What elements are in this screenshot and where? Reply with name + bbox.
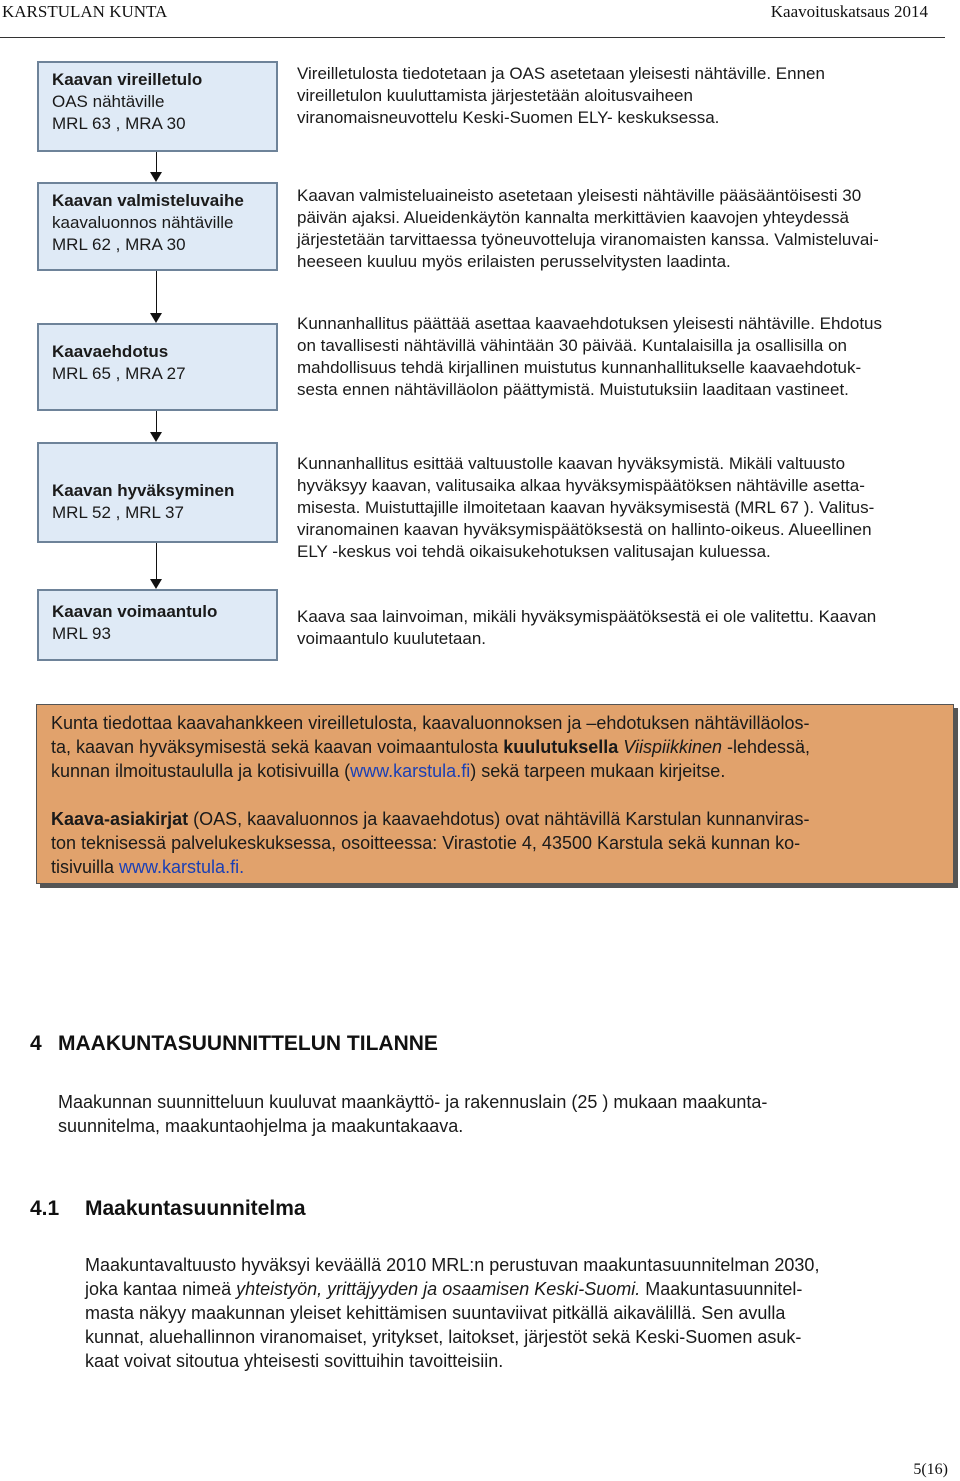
header-document-title: Kaavoituskatsaus 2014 xyxy=(770,2,928,21)
para-text: joka kantaa nimeä xyxy=(85,1279,237,1299)
desc-line: heeseen kuuluu myös erilaisten perusselvitysten laadinta. xyxy=(297,252,731,271)
arrow-down-icon xyxy=(150,579,162,589)
info-line: Kunta tiedottaa kaavahankkeen vireilletulosta, kaavaluonnoksen ja –ehdotuksen nähtävilläolos- xyxy=(51,713,810,733)
step-law-reference: MRL 63 , MRA 30 xyxy=(52,114,186,133)
step-description-kaavaehdotus xyxy=(297,313,960,401)
info-text: -lehdessä, xyxy=(722,737,811,757)
para-line: masta näkyy maakunnan yleiset kehittämisen suuntaviivat pitkällä aikavälillä. Sen avulla xyxy=(85,1303,786,1323)
step-law-reference: MRL 65 , MRA 27 xyxy=(52,364,186,383)
desc-line: Vireilletulosta tiedotetaan ja OAS asetetaan yleisesti nähtäville. Ennen xyxy=(297,64,825,83)
step-description-valmisteluvaihe xyxy=(297,185,960,273)
para-line: Maakuntavaltuusto hyväksyi keväällä 2010 MRL:n perustuvan maakuntasuunnitelman 2030, xyxy=(85,1255,820,1275)
step-title: Kaavan voimaantulo xyxy=(52,602,218,621)
section-title: MAAKUNTASUUNNITTELUN TILANNE xyxy=(58,1032,438,1055)
step-description-voimaantulo xyxy=(297,606,960,650)
desc-line: järjestetään tarvittaessa työneuvotteluja viranomaisten kanssa. Valmisteluvai- xyxy=(297,230,879,249)
step-title: Kaavan hyväksyminen xyxy=(52,481,235,500)
step-description-vireilletulo xyxy=(297,63,960,129)
desc-line: misesta. Muistuttajille ilmoitetaan kaavan hyväksymisestä (MRL 67 ). Valitus- xyxy=(297,498,875,517)
connector-line xyxy=(156,271,157,313)
arrow-down-icon xyxy=(150,172,162,182)
info-line: ton teknisessä palvelukeskuksessa, osoitteessa: Virastotie 4, 43500 Karstula sekä kunnan ko- xyxy=(51,833,801,853)
step-description-hyvaksyminen xyxy=(297,453,960,563)
header-rule xyxy=(0,37,945,38)
step-subtitle: OAS nähtäville xyxy=(52,92,165,111)
desc-line: Kaava saa lainvoiman, mikäli hyväksymispäätöksestä ei ole valitettu. Kaavan xyxy=(297,607,877,626)
step-title: Kaavan vireilletulo xyxy=(52,70,203,89)
info-box xyxy=(36,704,954,884)
step-box-hyvaksyminen xyxy=(37,442,278,543)
step-box-valmisteluvaihe xyxy=(37,182,278,271)
desc-line: voimaantulo kuulutetaan. xyxy=(297,629,487,648)
page-header xyxy=(0,0,960,40)
connector-line xyxy=(156,411,157,432)
desc-line: Kunnanhallitus esittää valtuustolle kaavan hyväksymistä. Mikäli valtuusto xyxy=(297,454,846,473)
connector-line xyxy=(156,543,157,579)
info-line xyxy=(51,759,953,783)
step-box-vireilletulo xyxy=(37,61,278,152)
desc-line: sesta ennen nähtävilläolon päättymistä. Muistutuksiin laaditaan vastineet. xyxy=(297,380,849,399)
step-subtitle: kaavaluonnos nähtäville xyxy=(52,213,234,232)
desc-line: vireilletulon kuuluttamista järjestetään aloitusvaiheen xyxy=(297,86,693,105)
info-text: ) sekä tarpeen mukaan kirjeitse. xyxy=(470,761,726,781)
section-4-1-paragraph xyxy=(85,1253,819,1373)
page-number: 5(16) xyxy=(913,1461,948,1478)
section-number: 4.1 xyxy=(30,1197,60,1220)
info-text: ta, kaavan hyväksymisestä sekä kaavan voimaantulosta xyxy=(51,737,504,757)
desc-line: Kaavan valmisteluaineisto asetetaan yleisesti nähtäville pääsääntöisesti 30 xyxy=(297,186,862,205)
desc-line: Kunnanhallitus päättää asettaa kaavaehdotuksen yleisesti nähtäville. Ehdotus xyxy=(297,314,883,333)
section-heading-4-1 xyxy=(30,1197,306,1221)
info-text: tisivuilla xyxy=(51,857,120,877)
arrow-down-icon xyxy=(150,432,162,442)
arrow-down-icon xyxy=(150,313,162,323)
connector-line xyxy=(156,152,157,172)
step-law-reference: MRL 93 xyxy=(52,624,111,643)
section-number: 4 xyxy=(30,1032,42,1055)
desc-line: mahdollisuus tehdä kirjallinen muistutus kunnanhallitukselle kaavaehdotuk- xyxy=(297,358,862,377)
karstula-website-link[interactable]: www.karstula.fi. xyxy=(119,857,245,877)
section-heading-4 xyxy=(30,1032,438,1056)
info-line xyxy=(51,807,953,831)
info-italic-viispiikkinen: Viispiikkinen xyxy=(623,737,722,757)
header-municipality: KARSTULAN KUNTA xyxy=(2,2,168,21)
desc-line: viranomaisneuvottelu Keski-Suomen ELY- keskuksessa. xyxy=(297,108,720,127)
info-text: (OAS, kaavaluonnos ja kaavaehdotus) ovat nähtävillä Karstulan kunnanviras- xyxy=(188,809,810,829)
info-line xyxy=(51,735,953,759)
para-line: kaat voivat sitoutua yhteisesti sovittuihin tavoitteisiin. xyxy=(85,1351,504,1371)
desc-line: päivän ajaksi. Alueidenkäytön kannalta merkittävien kaavojen yhteydessä xyxy=(297,208,849,227)
para-line xyxy=(85,1277,819,1301)
step-box-kaavaehdotus xyxy=(37,323,278,411)
step-box-voimaantulo xyxy=(37,589,278,661)
paragraph-gap xyxy=(51,783,953,807)
info-text: kunnan ilmoitustaululla ja kotisivuilla ( xyxy=(51,761,351,781)
step-law-reference: MRL 52 , MRL 37 xyxy=(52,503,184,522)
step-title: Kaavaehdotus xyxy=(52,342,169,361)
desc-line: on tavallisesti nähtävillä vähintään 30 päivää. Kuntalaisilla ja osallisilla on xyxy=(297,336,848,355)
para-text: Maakuntasuunnitel- xyxy=(640,1279,803,1299)
para-line: Maakunnan suunnitteluun kuuluvat maankäyttö- ja rakennuslain (25 ) mukaan maakunta- xyxy=(58,1092,768,1112)
info-bold-kaava-asiakirjat: Kaava-asiakirjat xyxy=(51,809,189,829)
section-title: Maakuntasuunnitelma xyxy=(85,1197,306,1220)
desc-line: hyväksyy kaavan, valitusaika alkaa hyväksymispäätöksen nähtäville asetta- xyxy=(297,476,865,495)
para-line: suunnitelma, maakuntaohjelma ja maakuntakaava. xyxy=(58,1116,464,1136)
step-title: Kaavan valmisteluvaihe xyxy=(52,191,244,210)
desc-line: viranomainen kaavan hyväksymispäätöksestä on hallinto-oikeus. Alueellinen xyxy=(297,520,872,539)
step-law-reference: MRL 62 , MRA 30 xyxy=(52,235,186,254)
info-bold-kuulutuksella: kuulutuksella xyxy=(503,737,619,757)
desc-line: ELY -keskus voi tehdä oikaisukehotuksen valitusajan kuluessa. xyxy=(297,542,771,561)
section-4-paragraph xyxy=(58,1090,767,1138)
karstula-website-link[interactable]: www.karstula.fi xyxy=(350,761,471,781)
para-line: kunnat, aluehallinnon viranomaiset, yritykset, laitokset, järjestöt sekä Keski-Suomen asuk- xyxy=(85,1327,802,1347)
info-line xyxy=(51,855,953,879)
para-italic-name: yhteistyön, yrittäjyyden ja osaamisen Keski-Suomi. xyxy=(236,1279,641,1299)
